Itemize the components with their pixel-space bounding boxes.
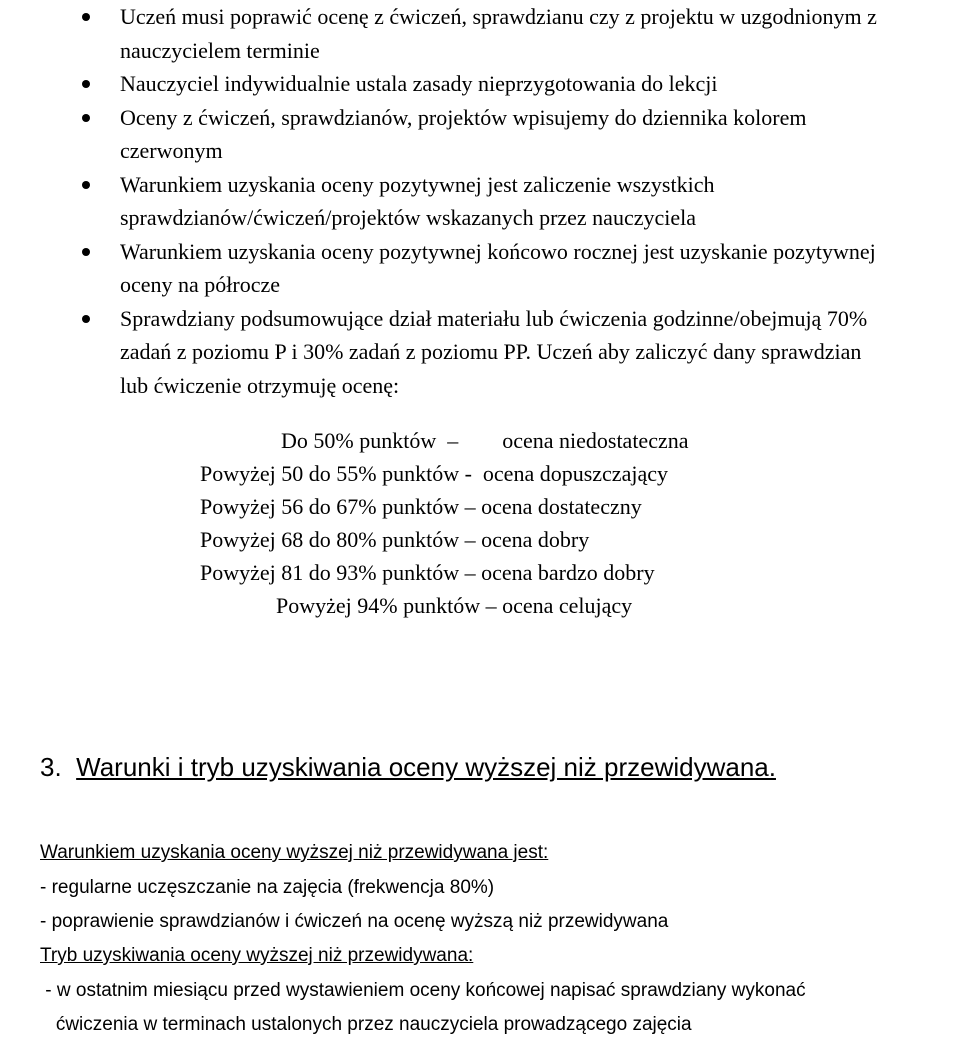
list-item: Warunkiem uzyskania oceny pozytywnej końcowo rocznej jest uzyskanie pozytywnej oceny na półrocze	[82, 235, 958, 302]
bullet-icon	[82, 13, 90, 21]
grade-scale-row: Powyżej 50 do 55% punktów - ocena dopuszczający	[200, 461, 668, 486]
list-item: Warunkiem uzyskania oceny pozytywnej jest zaliczenie wszystkich sprawdzianów/ćwiczeń/projektów wskazanych przez nauczyciela	[82, 168, 958, 235]
grade-scale-row: Powyżej 68 do 80% punktów – ocena dobry	[200, 527, 590, 552]
conditions-heading: Warunkiem uzyskania oceny wyższej niż przewidywana jest:	[40, 842, 549, 863]
condition-item: - poprawienie sprawdzianów i ćwiczeń na ocenę wyższą niż przewidywana	[40, 911, 669, 932]
bullet-icon	[82, 80, 90, 88]
rules-bullet-list	[82, 0, 958, 402]
list-item: Sprawdziany podsumowujące dział materiału lub ćwiczenia godzinne/obejmują 70% zadań z poziomu P i 30% zadań z poziomu PP. Uczeń aby zaliczyć dany sprawdzian lub ćwiczenie otrzymuję ocenę:	[82, 302, 958, 403]
grade-scale-row: Powyżej 94% punktów – ocena celujący	[276, 593, 633, 618]
grade-scale-row: Do 50% punktów – ocena niedostateczna	[281, 428, 689, 453]
bullet-icon	[82, 315, 90, 323]
procedure-heading: Tryb uzyskiwania oceny wyższej niż przewidywana:	[40, 945, 474, 966]
list-item: Nauczyciel indywidualnie ustala zasady nieprzygotowania do lekcji	[82, 67, 958, 101]
list-item: Uczeń musi poprawić ocenę z ćwiczeń, sprawdzianu czy z projektu w uzgodnionym z nauczycielem terminie	[82, 0, 958, 67]
grade-scale-row: Powyżej 81 do 93% punktów – ocena bardzo dobry	[200, 560, 655, 585]
condition-item: - regularne uczęszczanie na zajęcia (frekwencja 80%)	[40, 877, 495, 898]
grade-scale-row: Powyżej 56 do 67% punktów – ocena dostateczny	[200, 494, 642, 519]
section-heading	[40, 752, 776, 783]
procedure-item: - w ostatnim miesiącu przed wystawieniem oceny końcowej napisać sprawdziany wykonać	[40, 980, 806, 1001]
section-number: 3.	[40, 752, 62, 782]
section-title: Warunki i tryb uzyskiwania oceny wyższej niż przewidywana.	[76, 752, 776, 782]
procedure-item: ćwiczenia w terminach ustalonych przez nauczyciela prowadzącego zajęcia	[40, 1014, 692, 1035]
bullet-icon	[82, 114, 90, 122]
bullet-icon	[82, 181, 90, 189]
list-item: Oceny z ćwiczeń, sprawdzianów, projektów wpisujemy do dziennika kolorem czerwonym	[82, 101, 958, 168]
bullet-icon	[82, 248, 90, 256]
